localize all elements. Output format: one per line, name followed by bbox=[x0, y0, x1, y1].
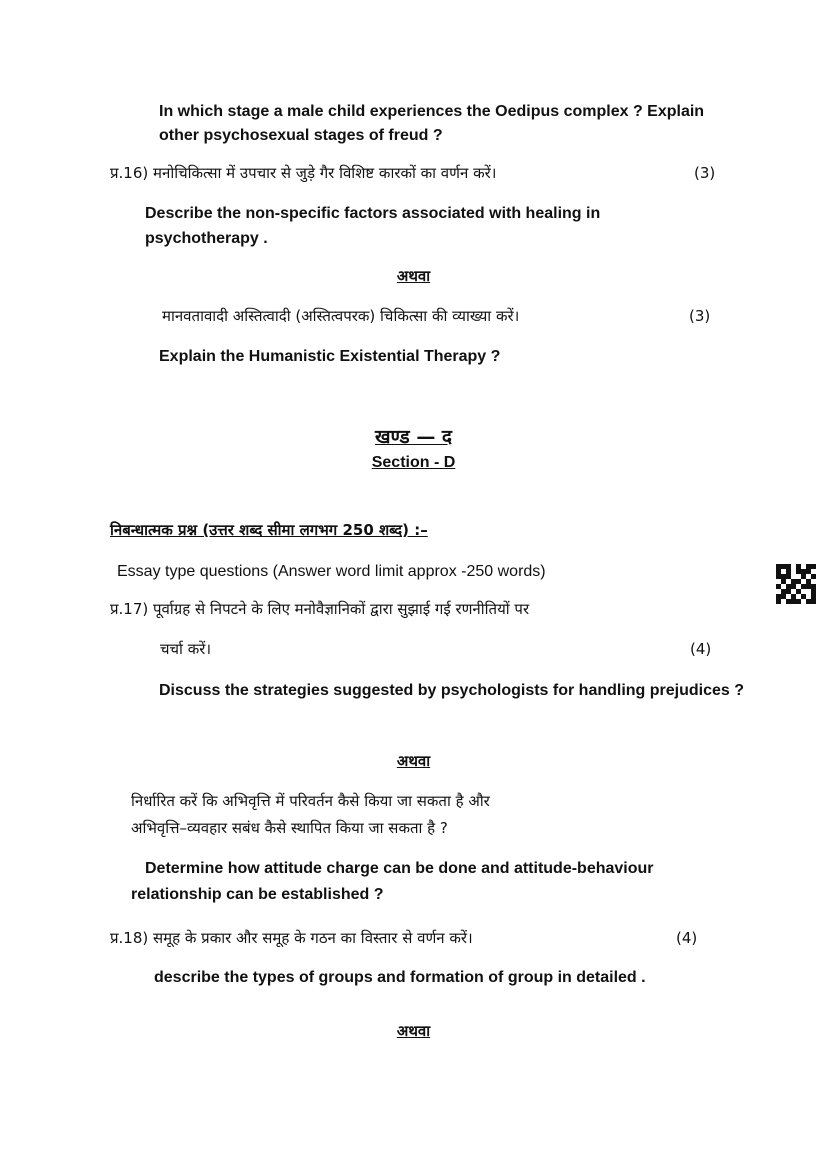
q16-or-heading: अथवा bbox=[396, 267, 431, 285]
q17-alt-hindi-line1: निर्धारित करें कि अभिवृत्ति में परिवर्तन कैसे किया जा सकता है और bbox=[131, 792, 490, 810]
question-number: प्र.18) bbox=[110, 929, 149, 947]
question-hindi: पूर्वाग्रह से निपटने के लिए मनोवैज्ञानिकों द्वारा सुझाई गई रणनीतियों पर bbox=[153, 600, 530, 618]
q17-alt-hindi-line2: अभिवृत्ति–व्यवहार सबंध कैसे स्थापित किया जा सकता है ? bbox=[131, 819, 448, 837]
q18-hindi-text bbox=[110, 928, 473, 948]
q17-hindi-line2: चर्चा करें। bbox=[160, 640, 212, 658]
q17-hindi-line1 bbox=[110, 599, 529, 619]
qr-code-icon bbox=[776, 564, 816, 604]
section-instruction-english: Essay type questions (Answer word limit approx -250 words) bbox=[117, 563, 546, 580]
q16-alt-hindi: मानवतावादी अस्तित्वादी (अस्तित्वपरक) चिकित्सा की व्याख्या करें। bbox=[162, 307, 520, 325]
q16-english-line1: Describe the non-specific factors associated with healing in bbox=[145, 205, 601, 222]
section-heading-english: Section - D bbox=[371, 454, 456, 471]
section-instruction-hindi: निबन्धात्मक प्रश्न (उत्तर शब्द सीमा लगभग 250 शब्द) :– bbox=[110, 521, 428, 539]
section-heading-hindi: खण्ड — द bbox=[374, 426, 453, 448]
q16-marks: (3) bbox=[694, 164, 716, 182]
q15-english-line1: In which stage a male child experiences the Oedipus complex ? Explain bbox=[159, 103, 705, 120]
q18-or-heading: अथवा bbox=[396, 1022, 431, 1040]
q18-marks: (4) bbox=[676, 929, 698, 947]
question-number: प्र.16) bbox=[110, 164, 149, 182]
q17-alt-english-line2: relationship can be established ? bbox=[131, 886, 384, 903]
q15-english-line2: other psychosexual stages of freud ? bbox=[159, 127, 443, 144]
q17-english: Discuss the strategies suggested by psychologists for handling prejudices ? bbox=[159, 682, 745, 699]
q16-alt-marks: (3) bbox=[689, 307, 711, 325]
question-hindi: समूह के प्रकार और समूह के गठन का विस्तार से वर्णन करें। bbox=[153, 929, 473, 947]
q16-english-line2: psychotherapy . bbox=[145, 230, 268, 247]
q17-marks: (4) bbox=[690, 640, 712, 658]
q16-hindi-text bbox=[110, 163, 496, 183]
question-hindi: मनोचिकित्सा में उपचार से जुड़े गैर विशिष्ट कारकों का वर्णन करें। bbox=[153, 164, 497, 182]
q16-alt-english: Explain the Humanistic Existential Therapy ? bbox=[159, 348, 501, 365]
q18-english: describe the types of groups and formation of group in detailed . bbox=[154, 969, 646, 986]
q17-or-heading: अथवा bbox=[396, 752, 431, 770]
q17-alt-english-line1: Determine how attitude charge can be done and attitude-behaviour bbox=[145, 860, 654, 877]
question-number: प्र.17) bbox=[110, 600, 149, 618]
